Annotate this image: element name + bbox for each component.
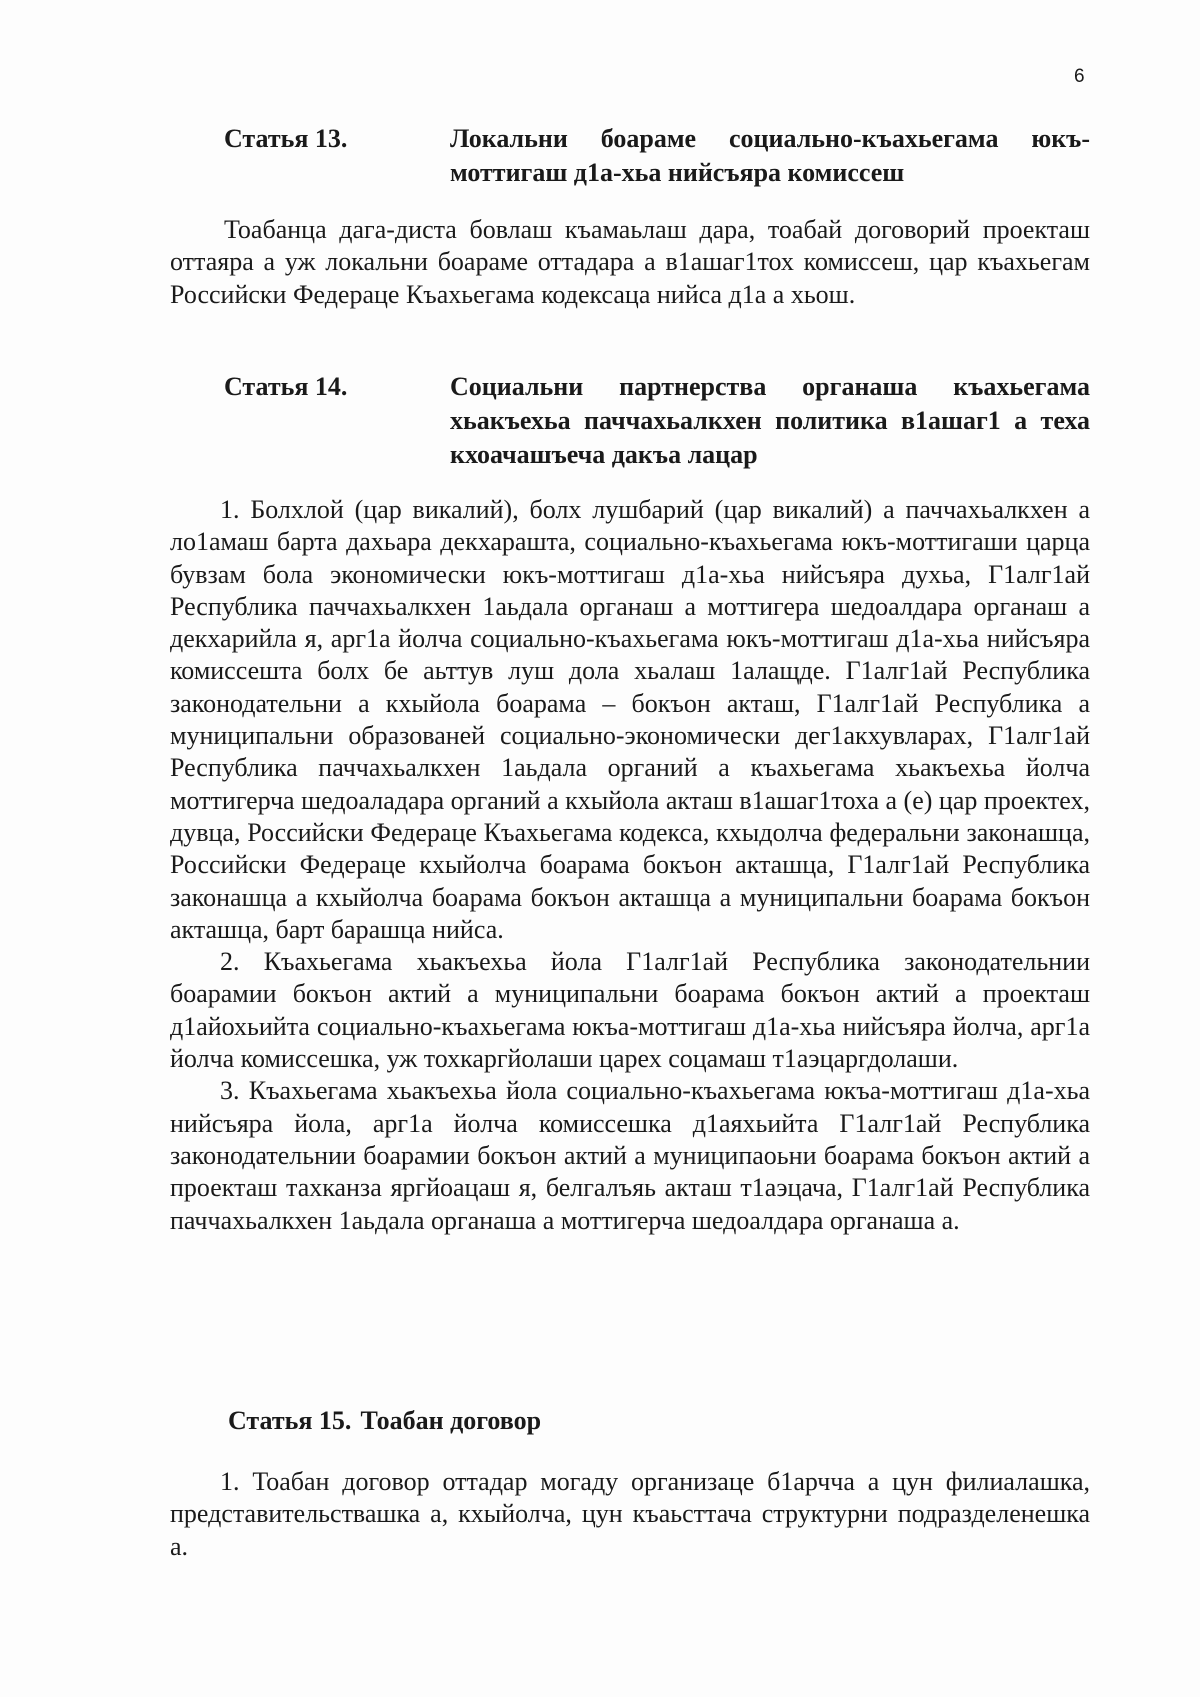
article-14-body [170, 494, 1090, 1237]
article-label: Статья 14. [224, 372, 348, 401]
paragraph: 2. Къахьегама хьакъехьа йола Г1алг1ай Республика законодательнии боарамии бокъон актий а муниципальни боарама бокъон актий а проекташ д1айохьийта социально-къахьегама юкъа-моттигаш д1а-хьа нийсъяра йолча, арг1а йолча комиссешка, уж тохкаргйолаши царех соцамаш т1аэцаргдолаши. [170, 947, 1090, 1074]
article-title: Локальни боараме социально-къахьегама юкъ-моттигаш д1а-хьа нийсъяра комиссеш [450, 124, 1090, 187]
paragraph: Тоабанца дага-диста бовлаш къамаьлаш дара, тоабай договорий проекташ оттаяра а уж локальни боараме оттадара а в1ашаг1тох комиссеш, цар къахьегам Российски Федераце Къахьегама кодексаца нийса д1а а хьош. [170, 215, 1090, 309]
paragraph: 1. Болхлой (цар викалий), болх лушбарий (цар викалий) а паччахьалкхен а ло1амаш барта дахьара декхараштa, социально-къахьегама юкъ-моттигаши царца бувзам бола экономически юкъ-моттигаш д1а-хьа нийсъяра духьа, Г1алг1ай Республика паччахьалкхен 1аьдала органаш а моттигера шедоалдара органаш а декхарийла я, арг1а йолча социально-къахьегама юкъ-моттигаш д1а-хьа нийсъяра комиссешта болх бе аьттув луш дола хьалаш 1алащде. Г1алг1ай Республика законодательни а кхыйола боарама – бокъон акташ, Г1алг1ай Республика а муниципальни образованей социально-экономически дег1акхувлараx, Г1алг1ай Республика паччахьалкхен 1аьдала органий а къахьегама хьакъехьа йолча моттигерча шедоаладара органий а кхыйола акташ в1ашаг1тоха а (е) цар проектех, дувца, Российски Федераце Къахьегама кодекса, кхыдолча федеральни законашца, Российски Федераце кхыйолча боарама бокъон акташца, Г1алг1ай Республика законашца а кхыйолча боарама бокъон акташца а муниципальни боарама бокъон акташца, барт барашца нийса. [170, 495, 1090, 944]
article-label: Статья 15. [228, 1406, 352, 1435]
article-heading [170, 370, 1090, 472]
article-title: Социальни партнерства органаша къахьегама хьакъехьа паччахьалкхен политика в1ашаг1 а теха кхоачашъеча дакъа лацар [450, 372, 1090, 469]
page-number: 6 [1074, 66, 1085, 87]
paragraph: 1. Тоабан договор оттадар могаду организаце б1арчча а цун филиалашка, представительствашка а, кхыйолча, цун къаьсттача структурни подразделенешка а. [170, 1467, 1090, 1561]
article-14 [170, 370, 1090, 472]
article-15-body [170, 1466, 1090, 1563]
article-15 [170, 1404, 1090, 1438]
article-label: Статья 13. [224, 124, 348, 153]
article-title: Тоабан договор [360, 1406, 542, 1435]
paragraph: 3. Къахьегама хьакъехьа йола социально-къахьегама юкъа-моттигаш д1а-хьа нийсъяра йола, арг1а йолча комиссешка д1аяхьийта Г1алг1ай Республика законодательнии боарамии бокъон актий а муниципаоьни боарама бокъон актий а проекташ тахканза яргйоацаш я, белгалъяь акташ т1аэцача, Г1алг1ай Республика паччахьалкхен 1аьдала органаша а моттигерча шедоалдара органаша а. [170, 1076, 1090, 1235]
article-heading [170, 122, 1090, 190]
article-heading [170, 1404, 1090, 1438]
article-13 [170, 122, 1090, 190]
article-13-body [170, 214, 1090, 311]
